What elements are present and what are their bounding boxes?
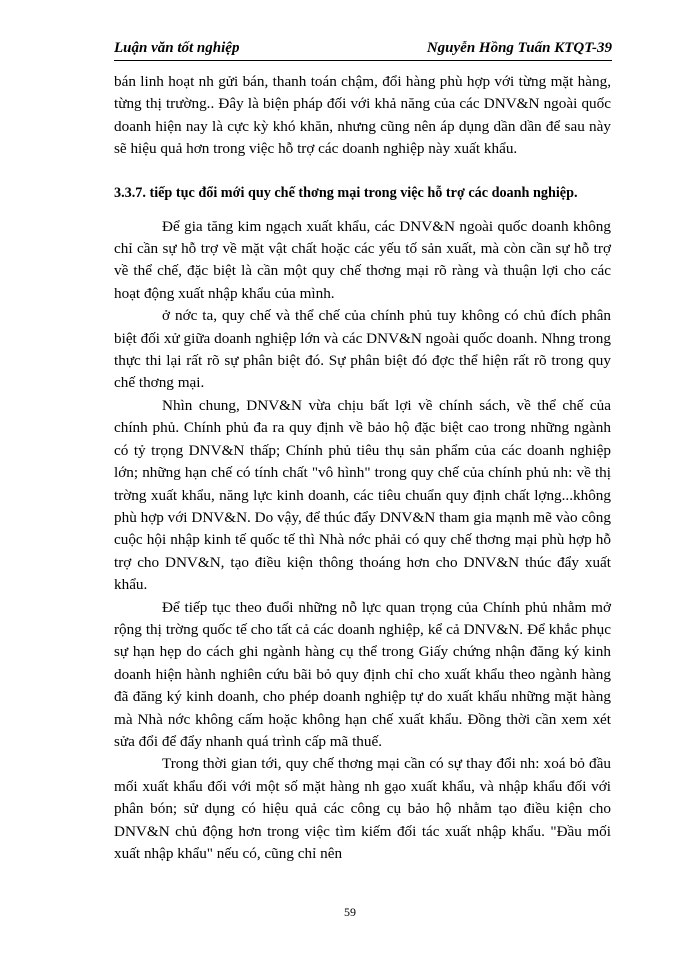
paragraph: Để gia tăng kim ngạch xuất khẩu, các DNV&N ngoài quốc doanh không chỉ cần sự hỗ trợ về mặt vật chất hoặc các yếu tố sản xuất, mà còn cần sự hỗ trợ về thể chế, đặc biệt là cần một quy chế thơng mại rõ ràng và thuận lợi cho các hoạt động xuất nhập khẩu của mình. [114, 217, 611, 302]
paragraph: Trong thời gian tới, quy chế thơng mại cần có sự thay đổi nh: xoá bỏ đầu mối xuất khẩu đối với một số mặt hàng nh gạo xuất khẩu, và nhập khẩu đối với phân bón; sử dụng có hiệu quả các công cụ bảo hộ nhằm tạo điều kiện cho DNV&N chủ động hơn trong việc tìm kiếm đối tác xuất nhập khẩu. "Đầu mối xuất nhập khẩu" nếu có, cũng chỉ nên [114, 755, 611, 862]
page-header [114, 38, 612, 61]
header-author: Nguyễn Hồng Tuấn KTQT-39 [426, 40, 612, 56]
page-number: 59 [344, 905, 356, 919]
header-thesis-title: Luận văn tốt nghiệp [114, 40, 240, 56]
section-heading: 3.3.7. tiếp tục đổi mới quy chế thơng mại trong việc hỗ trợ các doanh nghiệp. [114, 184, 578, 201]
paragraph: Nhìn chung, DNV&N vừa chịu bất lợi về chính sách, về thể chế của chính phủ. Chính phủ đa ra quy định về bảo hộ đặc biệt cao trong những ngành có tỷ trọng DNV&N thấp; Chính phủ tiêu thụ sản phẩm của các doanh nghiệp lớn; những hạn chế có tính chất "vô hình" trong quy chế của chính phủ nh: về thị trờng xuất khẩu, năng lực kinh doanh, các tiêu chuẩn quy định chất lợng...không phù hợp với DNV&N. Do vậy, để thúc đẩy DNV&N tham gia mạnh mẽ vào công cuộc hội nhập kinh tế quốc tế thì Nhà nớc phải có quy chế thơng mại phù hợp hỗ trợ cho DNV&N, tạo điều kiện thông thoáng hơn cho DNV&N thúc đẩy xuất khẩu. [114, 396, 611, 594]
paragraph-continuation: bán linh hoạt nh gửi bán, thanh toán chậm, đổi hàng phù hợp với từng mặt hàng, từng thị trường.. Đây là biện pháp đối với khả năng của các DNV&N ngoài quốc doanh hiện nay là cực kỳ khó khăn, nhưng cũng nên áp dụng dần dần để sau này sẽ hiệu quả hơn trong việc hỗ trợ các doanh nghiệp này xuất khẩu. [114, 73, 611, 158]
paragraph: ở nớc ta, quy chế và thể chế của chính phủ tuy không có chủ đích phân biệt đối xử giữa doanh nghiệp lớn và các DNV&N ngoài quốc doanh. Nhng trong thực thi lại rất rõ sự phân biệt đó. Sự phân biệt đó đợc thể hiện rất rõ trong quy chế thơng mại. [114, 307, 611, 392]
page-body [114, 71, 611, 865]
paragraph: Để tiếp tục theo đuổi những nỗ lực quan trọng của Chính phủ nhằm mở rộng thị trờng quốc tế cho tất cả các doanh nghiệp, kể cả DNV&N. Để khắc phục sự hạn hẹp do cách ghi ngành hàng cụ thể trong Giấy chứng nhận đăng ký kinh doanh hiện hành nghiên cứu bãi bỏ quy định chỉ cho xuất khẩu theo ngành hàng đã đăng ký kinh doanh, cho phép doanh nghiệp tự do xuất khẩu những mặt hàng mà Nhà nớc không cấm hoặc không hạn chế xuất khẩu. Đồng thời cần xem xét sửa đổi để đẩy nhanh quá trình cấp mã thuế. [114, 598, 611, 750]
